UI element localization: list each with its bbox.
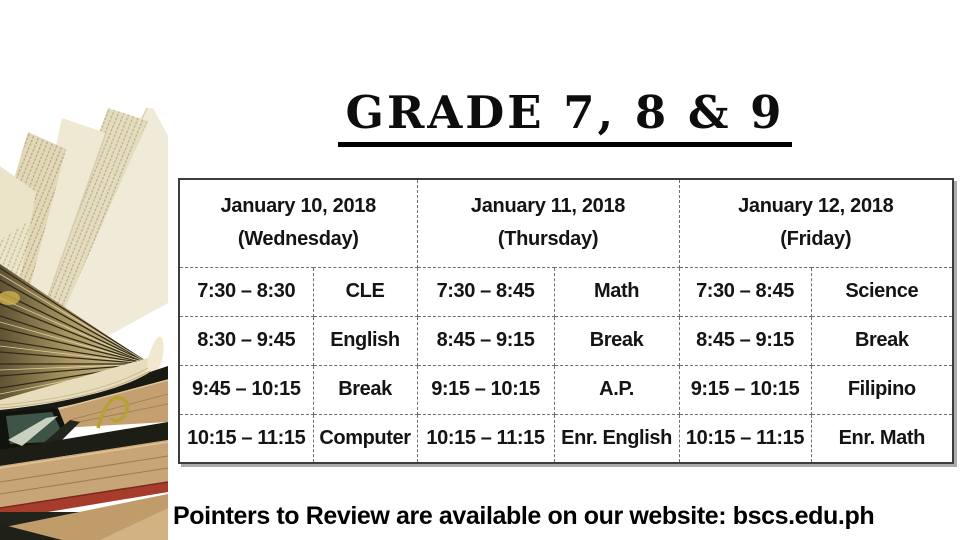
slot-subject: English <box>313 316 417 365</box>
table-row <box>179 365 953 414</box>
schedule-table <box>178 178 954 464</box>
slot-time: 8:45 – 9:15 <box>417 316 554 365</box>
day-date: January 12, 2018 <box>738 195 894 218</box>
slot-subject: Break <box>554 316 679 365</box>
slot-subject: Filipino <box>811 365 953 414</box>
slot-time: 10:15 – 11:15 <box>417 414 554 463</box>
slot-subject: Math <box>554 267 679 316</box>
page-title-text: GRADE 7, 8 & 9 <box>338 86 793 147</box>
table-row <box>179 316 953 365</box>
books-photo <box>0 108 168 540</box>
header-row <box>179 179 953 267</box>
slot-subject: Enr. Math <box>811 414 953 463</box>
slot-subject: Computer <box>313 414 417 463</box>
slot-time: 9:15 – 10:15 <box>679 365 811 414</box>
day-name: (Wednesday) <box>237 228 359 251</box>
slot-time: 10:15 – 11:15 <box>679 414 811 463</box>
day-name: (Friday) <box>780 228 852 251</box>
slot-subject: A.P. <box>554 365 679 414</box>
slot-time: 7:30 – 8:30 <box>179 267 313 316</box>
day-date: January 10, 2018 <box>220 195 376 218</box>
slot-subject: CLE <box>313 267 417 316</box>
day-header-wednesday <box>179 179 417 267</box>
day-header-friday <box>679 179 953 267</box>
day-name: (Thursday) <box>497 228 599 251</box>
table-row <box>179 267 953 316</box>
page-title <box>170 86 960 147</box>
day-header-thursday <box>417 179 679 267</box>
slot-time: 7:30 – 8:45 <box>417 267 554 316</box>
slot-time: 9:45 – 10:15 <box>179 365 313 414</box>
slot-time: 8:45 – 9:15 <box>679 316 811 365</box>
slot-time: 7:30 – 8:45 <box>679 267 811 316</box>
slot-time: 9:15 – 10:15 <box>417 365 554 414</box>
slot-time: 10:15 – 11:15 <box>179 414 313 463</box>
slot-time: 8:30 – 9:45 <box>179 316 313 365</box>
table-row <box>179 414 953 463</box>
day-date: January 11, 2018 <box>470 195 626 218</box>
slot-subject: Enr. English <box>554 414 679 463</box>
slot-subject: Break <box>811 316 953 365</box>
slot-subject: Break <box>313 365 417 414</box>
slot-subject: Science <box>811 267 953 316</box>
footer-note: Pointers to Review are available on our website: bscs.edu.ph <box>173 502 875 530</box>
